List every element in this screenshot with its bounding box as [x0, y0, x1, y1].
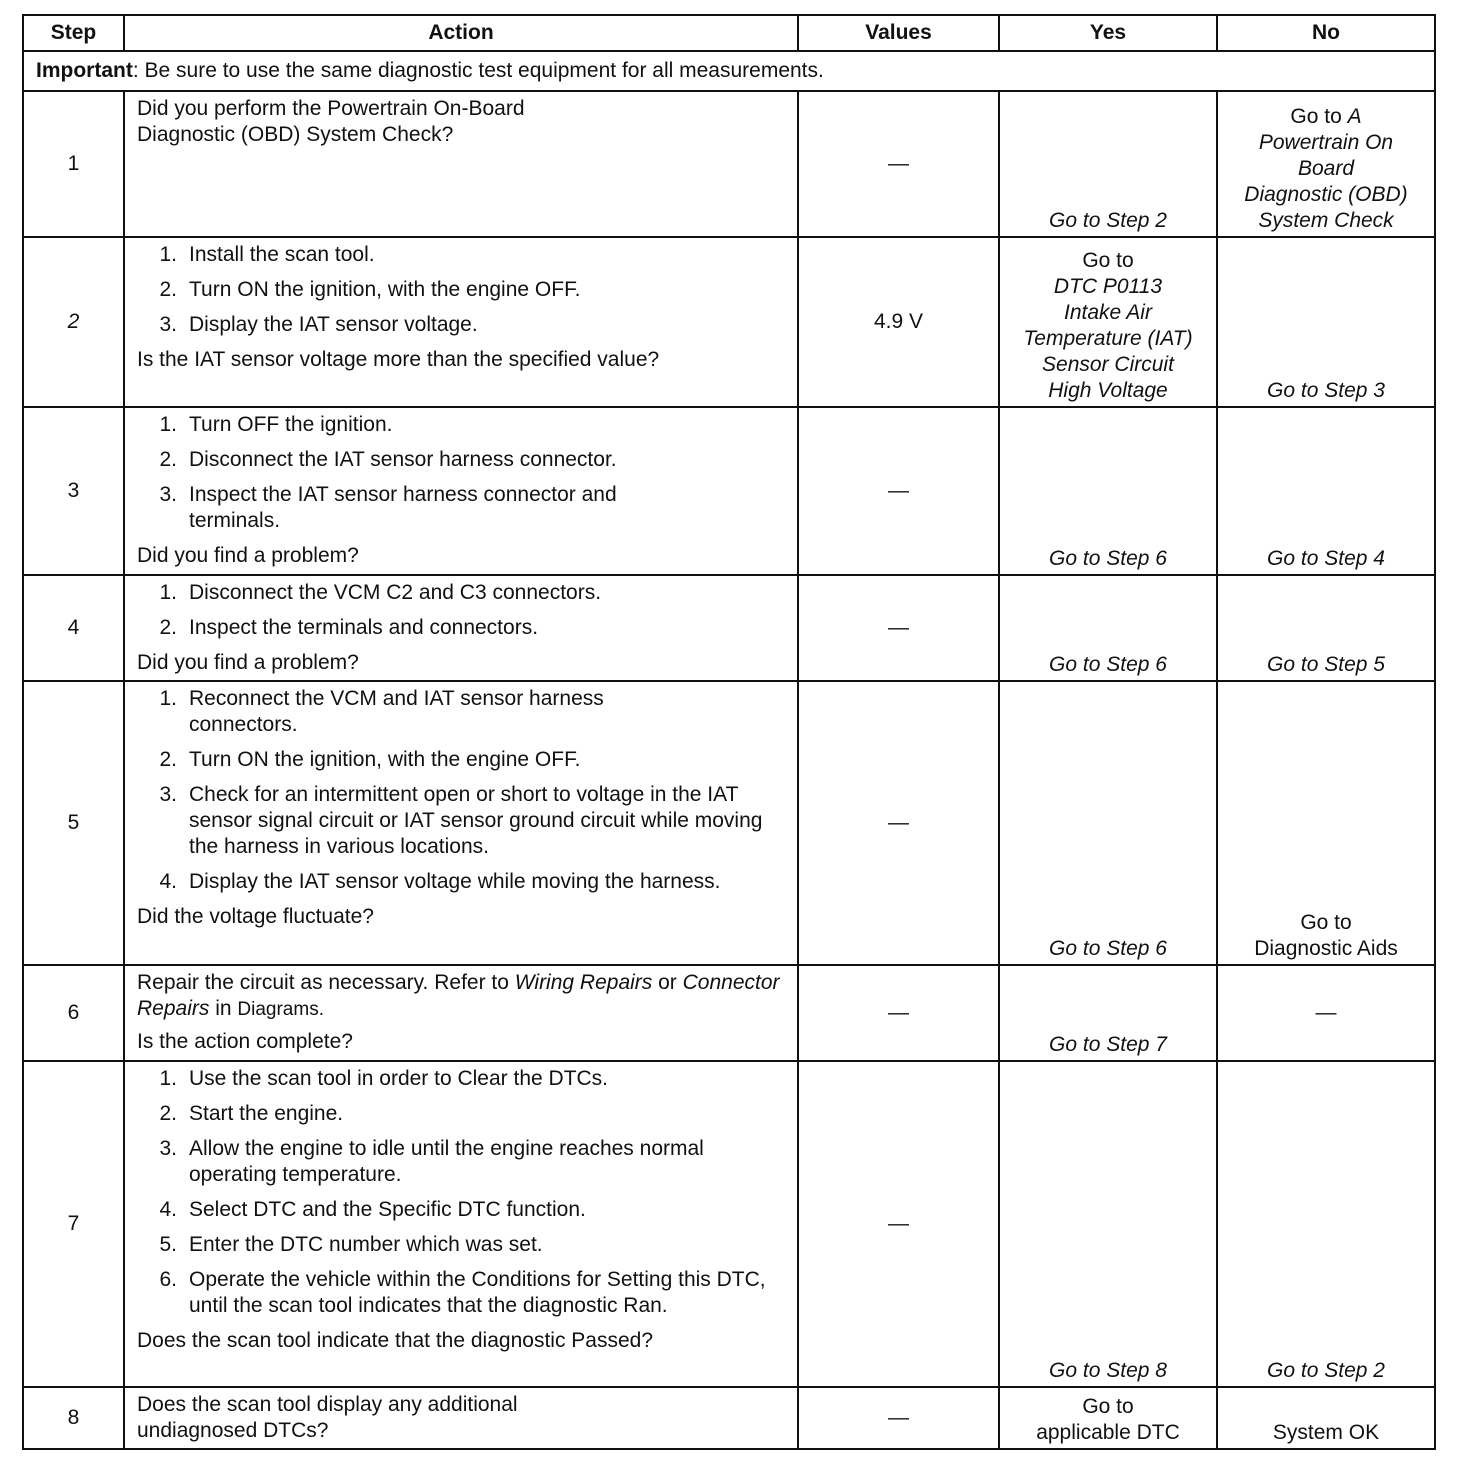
repair-text: Repair the circuit as necessary. Refer to Wiring Repairs or Connector Repairs in Diagrams.	[137, 971, 780, 1020]
question: Does the scan tool display any additional undiagnosed DTCs?	[137, 1393, 518, 1442]
list-item: 2. Turn ON the ignition, with the engine OFF.	[159, 278, 581, 301]
yes-cell: Go to Step 8	[999, 1061, 1217, 1387]
list-item: 3. Inspect the IAT sensor harness connector and terminals.	[159, 483, 617, 532]
yes-cell: Go to Step 6	[999, 575, 1217, 681]
value-cell: —	[798, 1387, 999, 1449]
question: Is the IAT sensor voltage more than the specified value?	[137, 348, 660, 371]
yes-cell: Go to Step 6	[999, 407, 1217, 575]
no-cell: Go to A Powertrain On Board Diagnostic (OBD) System Check	[1217, 91, 1435, 237]
list-item: 2. Start the engine.	[159, 1102, 344, 1125]
no-cell: —	[1217, 965, 1435, 1061]
header-action: Action	[124, 15, 798, 51]
important-row	[23, 51, 1435, 91]
action-list	[137, 686, 787, 895]
table-row	[23, 91, 1435, 237]
action-cell	[124, 1387, 798, 1449]
table-row	[23, 1061, 1435, 1387]
no-cell: Go to Diagnostic Aids	[1217, 681, 1435, 965]
list-item: 3. Allow the engine to idle until the engine reaches normal operating temperature.	[159, 1137, 704, 1186]
no-cell: Go to Step 4	[1217, 407, 1435, 575]
list-item: 1. Install the scan tool.	[159, 243, 375, 266]
table-row	[23, 575, 1435, 681]
value-cell: —	[798, 91, 999, 237]
diagnostic-table	[22, 14, 1436, 1450]
question: Did you perform the Powertrain On-Board Diagnostic (OBD) System Check?	[137, 97, 525, 146]
list-item: 1. Reconnect the VCM and IAT sensor harness connectors.	[159, 687, 604, 736]
action-list	[137, 1066, 787, 1319]
question: Did you find a problem?	[137, 544, 359, 567]
action-cell	[124, 1061, 798, 1387]
step-number: 5	[23, 681, 124, 965]
step-number: 6	[23, 965, 124, 1061]
action-list	[137, 242, 787, 338]
yes-cell: Go to DTC P0113 Intake Air Temperature (IAT) Sensor Circuit High Voltage	[999, 237, 1217, 407]
list-item: 6. Operate the vehicle within the Conditions for Setting this DTC, until the scan tool indicates that the diagnostic Ran.	[159, 1268, 766, 1317]
header-step: Step	[23, 15, 124, 51]
step-number: 7	[23, 1061, 124, 1387]
step-number: 8	[23, 1387, 124, 1449]
question: Did you find a problem?	[137, 651, 359, 674]
step-number: 4	[23, 575, 124, 681]
table-row	[23, 407, 1435, 575]
value-cell: —	[798, 407, 999, 575]
yes-cell: Go to applicable DTC	[999, 1387, 1217, 1449]
list-item: 4. Select DTC and the Specific DTC function.	[159, 1198, 586, 1221]
value-cell: —	[798, 965, 999, 1061]
list-item: 2. Inspect the terminals and connectors.	[159, 616, 539, 639]
value-cell: —	[798, 681, 999, 965]
header-no: No	[1217, 15, 1435, 51]
table-row	[23, 1387, 1435, 1449]
table-row	[23, 965, 1435, 1061]
value-cell: —	[798, 575, 999, 681]
yes-cell: Go to Step 7	[999, 965, 1217, 1061]
value-cell: 4.9 V	[798, 237, 999, 407]
action-cell	[124, 681, 798, 965]
yes-cell: Go to Step 2	[999, 91, 1217, 237]
action-cell	[124, 407, 798, 575]
action-list	[137, 412, 787, 534]
list-item: 1. Turn OFF the ignition.	[159, 413, 393, 436]
step-number: 3	[23, 407, 124, 575]
list-item: 3. Display the IAT sensor voltage.	[159, 313, 478, 336]
step-number: 2	[23, 237, 124, 407]
no-cell: Go to Step 2	[1217, 1061, 1435, 1387]
important-text: : Be sure to use the same diagnostic test equipment for all measurements.	[132, 59, 824, 82]
list-item: 2. Turn ON the ignition, with the engine OFF.	[159, 748, 581, 771]
table-row	[23, 681, 1435, 965]
question: Is the action complete?	[137, 1030, 353, 1053]
list-item: 1. Use the scan tool in order to Clear the DTCs.	[159, 1067, 609, 1090]
list-item: 4. Display the IAT sensor voltage while moving the harness.	[159, 870, 721, 893]
no-cell: Go to Step 3	[1217, 237, 1435, 407]
question: Did the voltage fluctuate?	[137, 905, 374, 928]
question: Does the scan tool indicate that the diagnostic Passed?	[137, 1329, 653, 1352]
list-item: 5. Enter the DTC number which was set.	[159, 1233, 543, 1256]
action-cell	[124, 91, 798, 237]
table-row	[23, 237, 1435, 407]
action-cell	[124, 965, 798, 1061]
list-item: 1. Disconnect the VCM C2 and C3 connectors.	[159, 581, 602, 604]
list-item: 2. Disconnect the IAT sensor harness connector.	[159, 448, 617, 471]
action-list	[137, 580, 787, 641]
list-item: 3. Check for an intermittent open or short to voltage in the IAT sensor signal circuit or IAT sensor ground circuit while moving the harness in various locations.	[159, 783, 763, 858]
yes-cell: Go to Step 6	[999, 681, 1217, 965]
action-cell	[124, 575, 798, 681]
no-cell: System OK	[1217, 1387, 1435, 1449]
action-cell	[124, 237, 798, 407]
value-cell: —	[798, 1061, 999, 1387]
header-values: Values	[798, 15, 999, 51]
step-number: 1	[23, 91, 124, 237]
no-cell: Go to Step 5	[1217, 575, 1435, 681]
header-row	[23, 15, 1435, 51]
header-yes: Yes	[999, 15, 1217, 51]
important-label: Important	[36, 59, 133, 82]
